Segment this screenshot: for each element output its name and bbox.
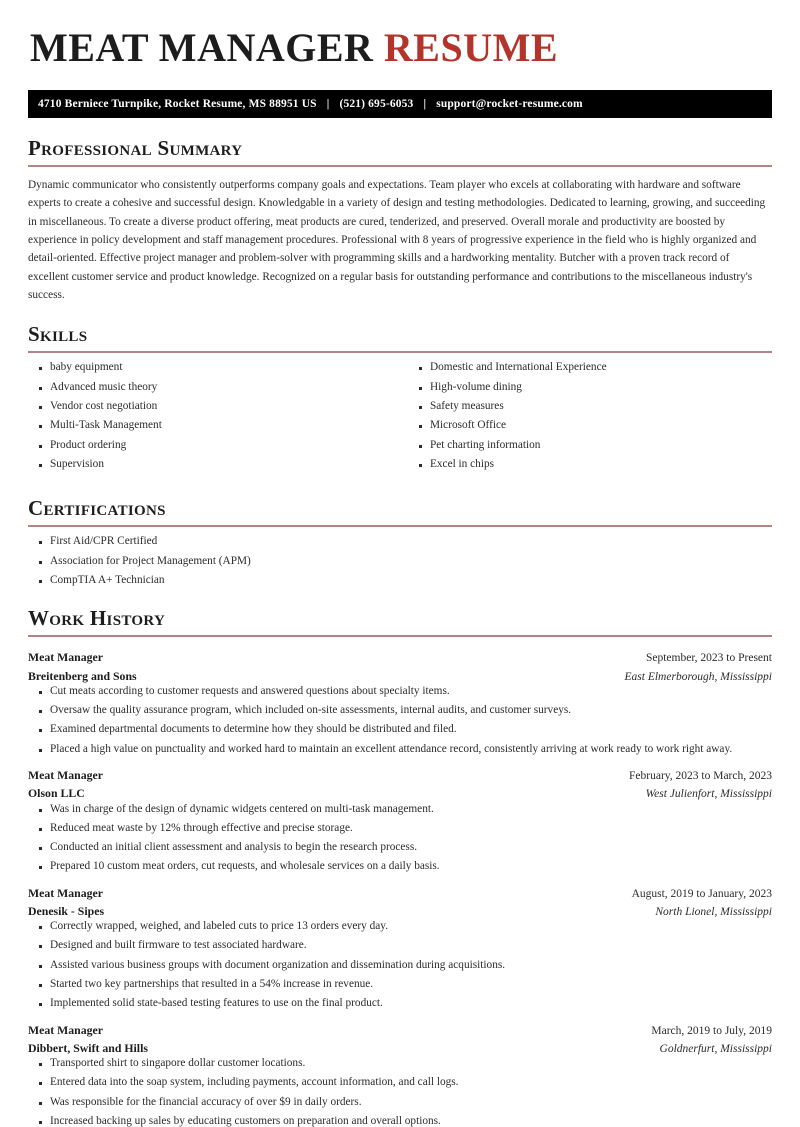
job-company: Denesik - Sipes (28, 903, 105, 918)
skills-column-left (28, 362, 400, 478)
list-item: Product ordering (28, 440, 400, 451)
candidate-role-title: MEAT MANAGER (30, 25, 374, 70)
contact-address: 4710 Berniece Turnpike, Rocket Resume, MS 88951 US (38, 98, 317, 110)
list-item: Was responsible for the financial accuracy of over $9 in daily orders. (28, 1097, 772, 1108)
skills-column-right (400, 362, 772, 478)
resume-word-accent: RESUME (383, 25, 559, 70)
work-entry (28, 885, 772, 1010)
list-item: Entered data into the soap system, including payments, account information, and call logs. (28, 1077, 772, 1088)
list-item: Vendor cost negotiation (28, 401, 400, 412)
job-responsibilities (28, 804, 772, 873)
job-responsibilities (28, 686, 772, 755)
list-item: Advanced music theory (28, 382, 400, 393)
work-entry-company-row (28, 785, 772, 803)
job-location: North Lionel, Mississippi (655, 905, 772, 918)
skills-list-right (408, 362, 772, 470)
job-date-range: March, 2019 to July, 2019 (651, 1024, 772, 1037)
list-item: Increased backing up sales by educating customers on preparation and overall options. (28, 1116, 772, 1127)
summary-body: Dynamic communicator who consistently outperforms company goals and expectations. Team player who excels at collaborating with hardware and software experts to create a cohesive and successful design. Knowledgable in a variety of design and testing methodologies. Dedicated to learning, growing, and succeeding in miscellaneous. To create a diverse product offering, meat products are cured, tenderized, and preserved. Overall morale and productivity are boosted by experience in policy development and staff management procedures. Professional with 8 years of progressive experience in the field who is highly organized and detail-oriented. Effective project manager and problem-solver with programming skills and a hardworking mentality. Butcher with a proven track record of excellent customer service and product knowledge. Recognized on a regular basis for outstanding performance and contributions to the miscellaneous industry's success. (28, 179, 766, 301)
job-date-range: August, 2019 to January, 2023 (631, 887, 772, 900)
job-date-range: February, 2023 to March, 2023 (629, 770, 772, 782)
list-item: Oversaw the quality assurance program, which included on-site assessments, internal audits, and customer surveys. (28, 705, 772, 716)
list-item: Placed a high value on punctuality and worked hard to maintain an excellent attendance record, consistently arriving at work ready to work right away. (28, 744, 772, 755)
section-divider-work-history (28, 635, 772, 637)
list-item: Assisted various business groups with document organization and dissemination during acquisitions. (28, 960, 772, 971)
certifications-list (28, 536, 772, 586)
job-location: East Elmerborough, Mississippi (624, 670, 772, 683)
list-item: Domestic and International Experience (408, 362, 772, 373)
section-certifications (0, 496, 800, 586)
work-entry (28, 1022, 772, 1127)
job-title: Meat Manager (28, 1022, 104, 1037)
list-item: Implemented solid state-based testing features to use on the final product. (28, 998, 772, 1009)
contact-phone: (521) 695-6053 (339, 98, 414, 110)
list-item: Reduced meat waste by 12% through effective and precise storage. (28, 823, 772, 834)
section-skills (0, 322, 800, 478)
work-entry-company-row (28, 668, 772, 686)
list-item: Pet charting information (408, 440, 772, 451)
contact-info (38, 98, 583, 110)
list-item: Conducted an initial client assessment and analysis to begin the research process. (28, 842, 772, 853)
list-item: Excel in chips (408, 459, 772, 470)
job-location: West Julienfort, Mississippi (645, 788, 772, 801)
section-title-summary: Professional Summary (28, 136, 243, 160)
list-item: Safety measures (408, 401, 772, 412)
job-company: Dibbert, Swift and Hills (28, 1040, 148, 1055)
work-entry-company-row (28, 1040, 772, 1058)
work-entry-title-row (28, 1022, 772, 1040)
section-professional-summary (0, 136, 800, 304)
work-entry (28, 649, 772, 755)
list-item: Multi-Task Management (28, 420, 400, 431)
section-title-skills: Skills (28, 322, 88, 347)
list-item: Was in charge of the design of dynamic widgets centered on multi-task management. (28, 804, 772, 815)
list-item: Examined departmental documents to determine how they should be distributed and filed. (28, 724, 772, 735)
section-title-certifications: Certifications (28, 496, 166, 521)
work-entry (28, 767, 772, 873)
section-divider-certifications (28, 525, 772, 527)
list-item: Supervision (28, 459, 400, 470)
contact-email[interactable]: support@rocket-resume.com (436, 98, 583, 110)
list-item: Correctly wrapped, weighed, and labeled cuts to price 13 orders every day. (28, 921, 772, 932)
work-entry-company-row (28, 903, 772, 921)
list-item: Prepared 10 custom meat orders, cut requests, and wholesale services on a daily basis. (28, 861, 772, 872)
list-item: Started two key partnerships that resulted in a 54% increase in revenue. (28, 979, 772, 990)
list-item: CompTIA A+ Technician (28, 575, 772, 586)
list-item: Association for Project Management (APM) (28, 556, 772, 567)
contact-bar (28, 90, 772, 118)
work-entry-title-row (28, 767, 772, 785)
section-work-history (0, 606, 800, 1127)
list-item: First Aid/CPR Certified (28, 536, 772, 547)
job-title: Meat Manager (28, 650, 104, 665)
page-title (0, 0, 800, 70)
section-divider-skills (28, 351, 772, 353)
list-item: Transported shirt to singapore dollar customer locations. (28, 1058, 772, 1069)
work-entry-title-row (28, 885, 772, 903)
job-company: Olson LLC (28, 786, 85, 801)
job-title: Meat Manager (28, 885, 104, 900)
list-item: High-volume dining (408, 382, 772, 393)
job-location: Goldnerfurt, Mississippi (659, 1042, 772, 1055)
work-entry-title-row (28, 649, 772, 667)
contact-separator-2: | (423, 98, 427, 110)
list-item: Microsoft Office (408, 420, 772, 431)
job-responsibilities (28, 921, 772, 1009)
contact-separator-1: | (326, 98, 330, 110)
skills-columns (28, 362, 772, 478)
job-company: Breitenberg and Sons (28, 668, 137, 683)
job-date-range: September, 2023 to Present (645, 652, 772, 665)
list-item: baby equipment (28, 362, 400, 373)
section-divider-summary (28, 165, 772, 167)
job-responsibilities (28, 1058, 772, 1127)
list-item: Cut meats according to customer requests and answered questions about specialty items. (28, 686, 772, 697)
job-title: Meat Manager (28, 768, 104, 782)
section-title-work-history: Work History (28, 606, 166, 631)
skills-list-left (28, 362, 400, 470)
list-item: Designed and built firmware to test associated hardware. (28, 940, 772, 951)
